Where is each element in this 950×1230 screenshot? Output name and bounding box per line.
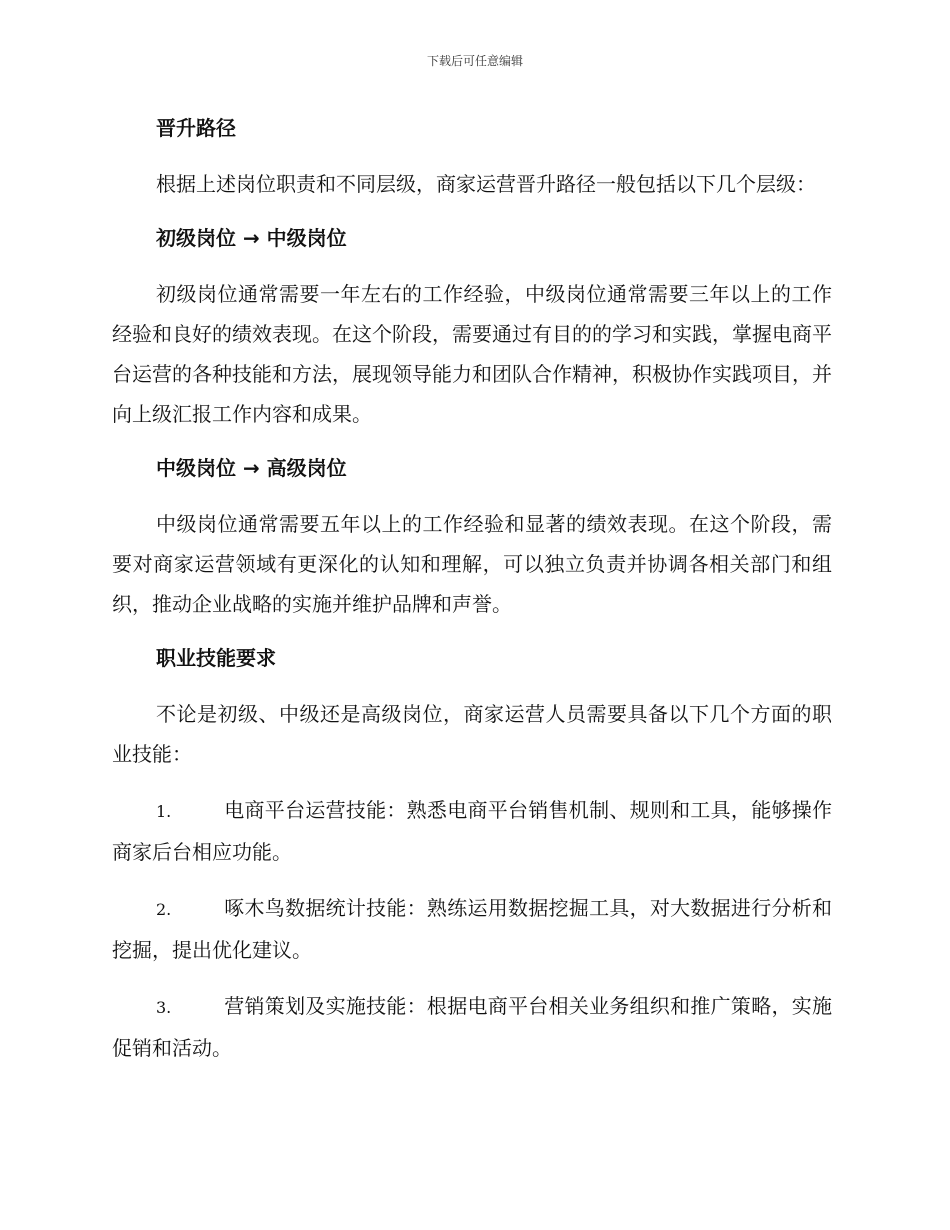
paragraph-skills-intro: 不论是初级、中级还是高级岗位，商家运营人员需要具备以下几个方面的职业技能： (112, 702, 832, 766)
paragraph-mid-to-senior: 中级岗位通常需要五年以上的工作经验和显著的绩效表现。在这个阶段，需要对商家运营领域有更深化的认知和理解，可以独立负责并协调各相关部门和组织，推动企业战略的实施并维护品牌和声誉。 (112, 512, 832, 616)
list-text: 电商平台运营技能：熟悉电商平台销售机制、规则和工具，能够操作商家后台相应功能。 (112, 798, 832, 864)
list-item (112, 790, 832, 872)
paragraph-junior-to-mid: 初级岗位通常需要一年左右的工作经验，中级岗位通常需要三年以上的工作经验和良好的绩效表现。在这个阶段，需要通过有目的的学习和实践，掌握电商平台运营的各种技能和方法，展现领导能力和团队合作精神，积极协作实践项目，并向上级汇报工作内容和成果。 (112, 282, 832, 426)
list-text: 营销策划及实施技能：根据电商平台相关业务组织和推广策略，实施促销和活动。 (112, 994, 832, 1060)
section-heading-promotion: 晋升路径 (156, 116, 236, 140)
list-number: 3. (156, 998, 172, 1017)
paragraph-promotion-intro: 根据上述岗位职责和不同层级，商家运营晋升路径一般包括以下几个层级： (156, 172, 816, 196)
list-item (112, 986, 832, 1068)
section-heading-mid-to-senior: 中级岗位 → 高级岗位 (156, 456, 347, 480)
section-heading-skills: 职业技能要求 (156, 646, 276, 670)
list-item (112, 888, 832, 970)
section-heading-junior-to-mid: 初级岗位 → 中级岗位 (156, 226, 347, 250)
list-number: 2. (156, 900, 172, 919)
list-text: 啄木鸟数据统计技能：熟练运用数据挖掘工具，对大数据进行分析和挖掘，提出优化建议。 (112, 896, 832, 962)
list-number: 1. (156, 802, 172, 821)
page-header: 下载后可任意编辑 (426, 54, 523, 68)
document-body (112, 108, 832, 1068)
